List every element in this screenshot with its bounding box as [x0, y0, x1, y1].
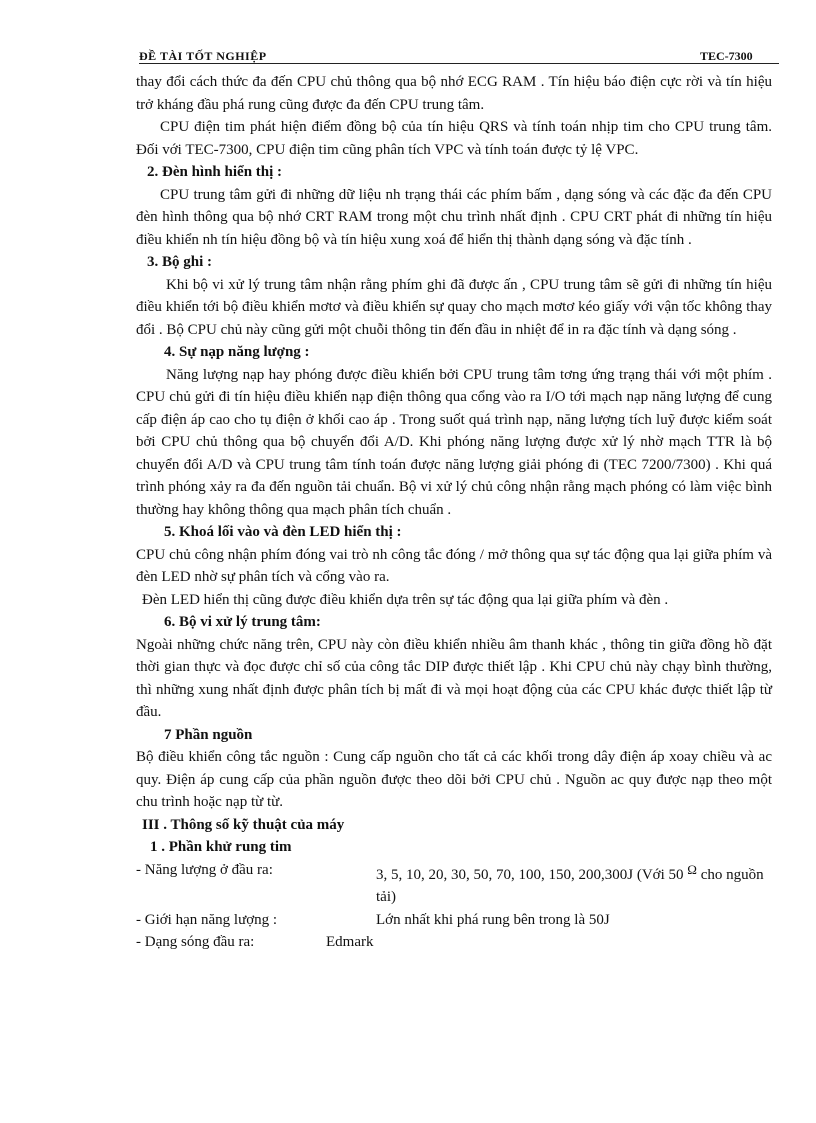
spec-row-waveform [136, 931, 772, 954]
spec-row-output-energy [136, 859, 772, 909]
heading-display: 2. Đèn hình hiển thị : [147, 164, 283, 180]
heading-recorder: 3. Bộ ghi : [147, 254, 213, 270]
heading-key-led: 5. Khoá lối vào và đèn LED hiển thị : [164, 524, 402, 540]
paragraph-recorder: Khi bộ vi xử lý trung tâm nhận rằng phím ghi đã được ấn , CPU trung tâm sẽ gửi đi những tín hiệu điều khiển tới bộ điều khiển mơtơ và điều khiển sự quay cho mạch mơtơ kéo giấy với vận tốc không thay đổi . Bộ CPU chủ này cũng gửi một chuỗi thông tin đến đầu in nhiệt để in ra đặc tính và dạng sóng . [136, 276, 772, 338]
heading-specs: III . Thông số kỹ thuật của máy [142, 816, 345, 833]
paragraph-qrs: CPU điện tim phát hiện điểm đồng bộ của tín hiệu QRS và tính toán nhịp tim cho CPU trung tâm. Đối với TEC-7300, CPU điện tim cũng phân tích VPC và tính toán được tỷ lệ VPC. [136, 119, 772, 158]
spec-value-output-energy-2: cho nguồn tải) [376, 866, 764, 905]
spec-label-energy-limit: - Giới hạn năng lượng : [136, 911, 278, 928]
heading-power: 7 Phần nguồn [164, 726, 253, 743]
paragraph-power: Bộ điều khiển công tắc nguồn : Cung cấp nguồn cho tất cả các khối trong dây điện áp xoay chiều và ac quy. Điện áp cung cấp của phần nguồn được theo dõi bởi CPU chủ . Nguồn ac quy được nạp theo một chu trình hoặc nạp từ từ. [136, 749, 772, 810]
header-rule [139, 63, 779, 64]
heading-defib: 1 . Phần khử rung tim [150, 839, 292, 855]
paragraph-display: CPU trung tâm gửi đi những dữ liệu nh trạng thái các phím bấm , dạng sóng và các đặc đa đến CPU đèn hình thông qua bộ nhớ CRT RAM trong một chu trình nhất định . CPU CRT phát đi những tín hiệu điều khiển nh tín hiệu đồng bộ và tín hiệu xung xoá để hiển thị thành dạng sóng và đặc tính . [136, 186, 772, 248]
spec-label-waveform: - Dạng sóng đầu ra: [136, 934, 255, 950]
heading-charging: 4. Sự nạp năng lượng : [164, 344, 310, 360]
spec-value-waveform: Edmark [326, 934, 374, 950]
paragraph-cpu: Ngoài những chức năng trên, CPU này còn điều khiển nhiều âm thanh khác , thông tin giữa đồng hồ đặt thời gian thực và đọc được chỉ số của công tắc DIP được thiết lập . Khi CPU chủ này chạy bình thường, thì những xung nhất định được phân tích bị mất đi và mọi hoạt động của các CPU khác được thiết lập từ đầu. [136, 636, 772, 720]
spec-value-energy-limit: Lớn nhất khi phá rung bên trong là 50J [376, 911, 610, 928]
header-title: ĐỀ TÀI TỐT NGHIỆP [139, 49, 267, 63]
spec-label-output-energy: - Năng lượng ở đầu ra: [136, 861, 273, 878]
spec-value-output-energy: 3, 5, 10, 20, 30, 50, 70, 100, 150, 200,300J (Với 50 [376, 866, 684, 883]
paragraph-key-led-2: Đèn LED hiển thị cũng được điều khiển dựa trên sự tác động qua lại giữa phím và đèn . [142, 591, 669, 608]
paragraph-key-led-1: CPU chủ công nhận phím đóng vai trò nh công tắc đóng / mở thông qua sự tác động qua lại giữa phím và đèn LED nhờ sự phân tích và cổng vào ra. [136, 546, 772, 585]
heading-cpu: 6. Bộ vi xử lý trung tâm: [164, 614, 321, 630]
header-code: TEC-7300 [700, 49, 753, 63]
paragraph-charging: Năng lượng nạp hay phóng được điều khiển bởi CPU trung tâm tơng ứng trạng thái với một phím . CPU chủ gửi đi tín hiệu điều khiển nạp điện thông qua cổng vào ra I/O tới mạch nạp năng lượng để cung cấp điện áp cao cho tụ điện ở khối cao áp . Trong suốt quá trình nạp, năng lượng tích luỹ được kiểm soát bởi CPU chủ thông qua bộ chuyển đổi A/D. Khi phóng năng lượng được xử lý nhờ mạch TTR là bộ chuyển đổi A/D và CPU trung tâm tính toán được năng lượng giải phóng đi (TEC 7200/7300) . Khi quá trình phóng xảy ra đa đến nguồn tải chuẩn. Bộ vi xử lý chủ công nhận rằng mạch phóng có làm việc bình thường hay không thông qua mạch phân tích chuẩn . [136, 366, 772, 518]
spec-row-energy-limit [136, 909, 772, 932]
ohm-symbol: Ω [687, 861, 697, 877]
document-body [136, 71, 772, 954]
paragraph-ecg-signal: thay đổi cách thức đa đến CPU chủ thông qua bộ nhớ ECG RAM . Tín hiệu báo điện cực rời và tín hiệu trở kháng đầu phá rung cũng được đa đến CPU trung tâm. [136, 74, 772, 113]
